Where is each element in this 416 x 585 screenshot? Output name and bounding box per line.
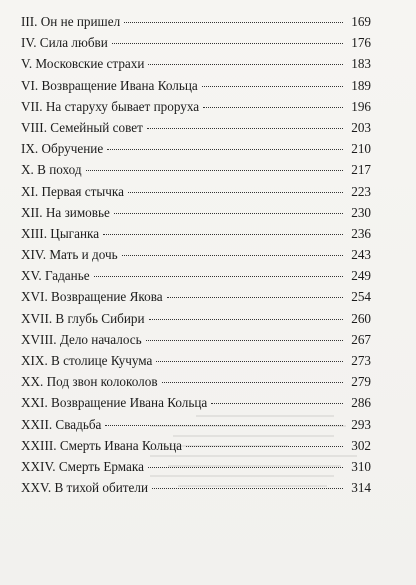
toc-entry-title: VI. Возвращение Ивана Кольца bbox=[21, 77, 198, 93]
toc-dot-leader bbox=[107, 148, 343, 150]
toc-entry-title: XXIV. Смерть Ермака bbox=[21, 458, 144, 474]
toc-entry-title: XX. Под звон колоколов bbox=[21, 374, 158, 390]
toc-dot-leader bbox=[114, 212, 343, 214]
toc-entry bbox=[21, 223, 371, 244]
toc-dot-leader bbox=[128, 191, 343, 193]
toc-entry-title: XXI. Возвращение Ивана Кольца bbox=[21, 395, 208, 411]
toc-dot-leader bbox=[147, 127, 343, 129]
toc-entry-title: III. Он не пришел bbox=[21, 14, 121, 29]
toc-entry bbox=[21, 308, 371, 329]
toc-entry-page: 260 bbox=[351, 310, 371, 326]
toc-entry bbox=[21, 138, 371, 159]
toc-entry-page: 243 bbox=[351, 247, 371, 263]
toc-entry-title: XIII. Цыганка bbox=[21, 225, 100, 241]
toc-dot-leader bbox=[103, 233, 343, 235]
toc-entry bbox=[21, 202, 371, 223]
toc-dot-leader bbox=[152, 487, 343, 489]
toc-entry bbox=[21, 96, 371, 117]
toc-entry bbox=[21, 244, 371, 265]
toc-entry bbox=[21, 265, 371, 286]
toc-entry-title: XXII. Свадьба bbox=[21, 416, 102, 432]
toc-entry-title: XII. На зимовье bbox=[21, 204, 110, 220]
toc-dot-leader bbox=[124, 21, 343, 23]
toc-entry bbox=[21, 32, 371, 53]
toc-entry-title: VIII. Семейный совет bbox=[21, 119, 143, 135]
toc-entry-title: XV. Гаданье bbox=[21, 268, 90, 284]
toc-entry-page: 254 bbox=[351, 289, 371, 305]
toc-entry bbox=[21, 159, 371, 180]
toc-dot-leader bbox=[167, 296, 343, 298]
toc-entry bbox=[21, 75, 371, 96]
toc-entry bbox=[21, 11, 371, 32]
toc-entry-page: 189 bbox=[351, 77, 371, 93]
toc-entry-title: XXV. В тихой обители bbox=[21, 480, 149, 496]
toc-dot-leader bbox=[148, 466, 343, 468]
toc-dot-leader bbox=[122, 254, 343, 256]
toc-entry bbox=[21, 392, 371, 413]
toc-dot-leader bbox=[94, 275, 343, 277]
toc-entry-page: 236 bbox=[351, 225, 371, 241]
toc-entry bbox=[21, 371, 371, 392]
toc-entry bbox=[21, 350, 371, 371]
toc-entry-page: 273 bbox=[351, 353, 371, 368]
toc-dot-leader bbox=[162, 381, 343, 383]
toc-entry-page: 217 bbox=[351, 162, 371, 178]
toc-dot-leader bbox=[211, 402, 343, 404]
toc-entry-page: 314 bbox=[351, 480, 371, 496]
toc-entry bbox=[21, 181, 371, 202]
toc-entry-title: XVIII. Дело началось bbox=[21, 331, 142, 347]
toc-entry-title: XXIII. Смерть Ивана Кольца bbox=[21, 437, 183, 453]
toc-entry-title: XVI. Возвращение Якова bbox=[21, 289, 163, 305]
toc-entry-page: 183 bbox=[351, 56, 371, 72]
toc-entry bbox=[21, 329, 371, 350]
toc-entry-title: X. В поход bbox=[21, 162, 82, 178]
toc-entry-page: 210 bbox=[351, 141, 371, 157]
toc-dot-leader bbox=[148, 63, 343, 65]
toc-entry-title: IV. Сила любви bbox=[21, 35, 108, 51]
toc-entry-page: 249 bbox=[351, 268, 371, 284]
toc-entry-title: V. Московские страхи bbox=[21, 56, 145, 72]
toc-entry bbox=[21, 117, 371, 138]
toc-entry bbox=[21, 414, 371, 435]
toc-dot-leader bbox=[149, 318, 343, 320]
toc-entry-title: XVII. В глубь Сибири bbox=[21, 310, 145, 326]
toc-dot-leader bbox=[112, 42, 343, 44]
toc-entry-title: XI. Первая стычка bbox=[21, 183, 124, 199]
toc-dot-leader bbox=[156, 360, 343, 362]
toc-entry-page: 286 bbox=[351, 395, 371, 411]
toc-entry bbox=[21, 53, 371, 74]
toc-entry-page: 293 bbox=[351, 416, 371, 432]
toc-dot-leader bbox=[186, 445, 343, 447]
toc-entry-title: IX. Обручение bbox=[21, 141, 104, 157]
toc-entry-title: VII. На старуху бывает проруха bbox=[21, 98, 200, 114]
toc-entry-page: 279 bbox=[351, 374, 371, 390]
toc-entry-title: XIX. В столице Кучума bbox=[21, 353, 153, 368]
toc-entry bbox=[21, 286, 371, 307]
toc-entry-page: 169 bbox=[351, 14, 371, 29]
toc-entry-page: 176 bbox=[351, 35, 371, 51]
toc-entry-page: 203 bbox=[351, 119, 371, 135]
toc-entry-page: 267 bbox=[351, 331, 371, 347]
toc-dot-leader bbox=[86, 169, 343, 171]
toc-entry-title: XIV. Мать и дочь bbox=[21, 247, 118, 263]
table-of-contents bbox=[21, 11, 371, 498]
toc-entry bbox=[21, 435, 371, 456]
toc-entry bbox=[21, 456, 371, 477]
toc-entry-page: 196 bbox=[351, 98, 371, 114]
toc-entry-page: 302 bbox=[351, 437, 371, 453]
toc-dot-leader bbox=[146, 339, 343, 341]
toc-dot-leader bbox=[105, 424, 343, 426]
toc-entry bbox=[21, 477, 371, 498]
toc-dot-leader bbox=[202, 85, 343, 87]
toc-entry-page: 310 bbox=[351, 458, 371, 474]
toc-dot-leader bbox=[203, 106, 343, 108]
toc-entry-page: 223 bbox=[351, 183, 371, 199]
toc-entry-page: 230 bbox=[351, 204, 371, 220]
